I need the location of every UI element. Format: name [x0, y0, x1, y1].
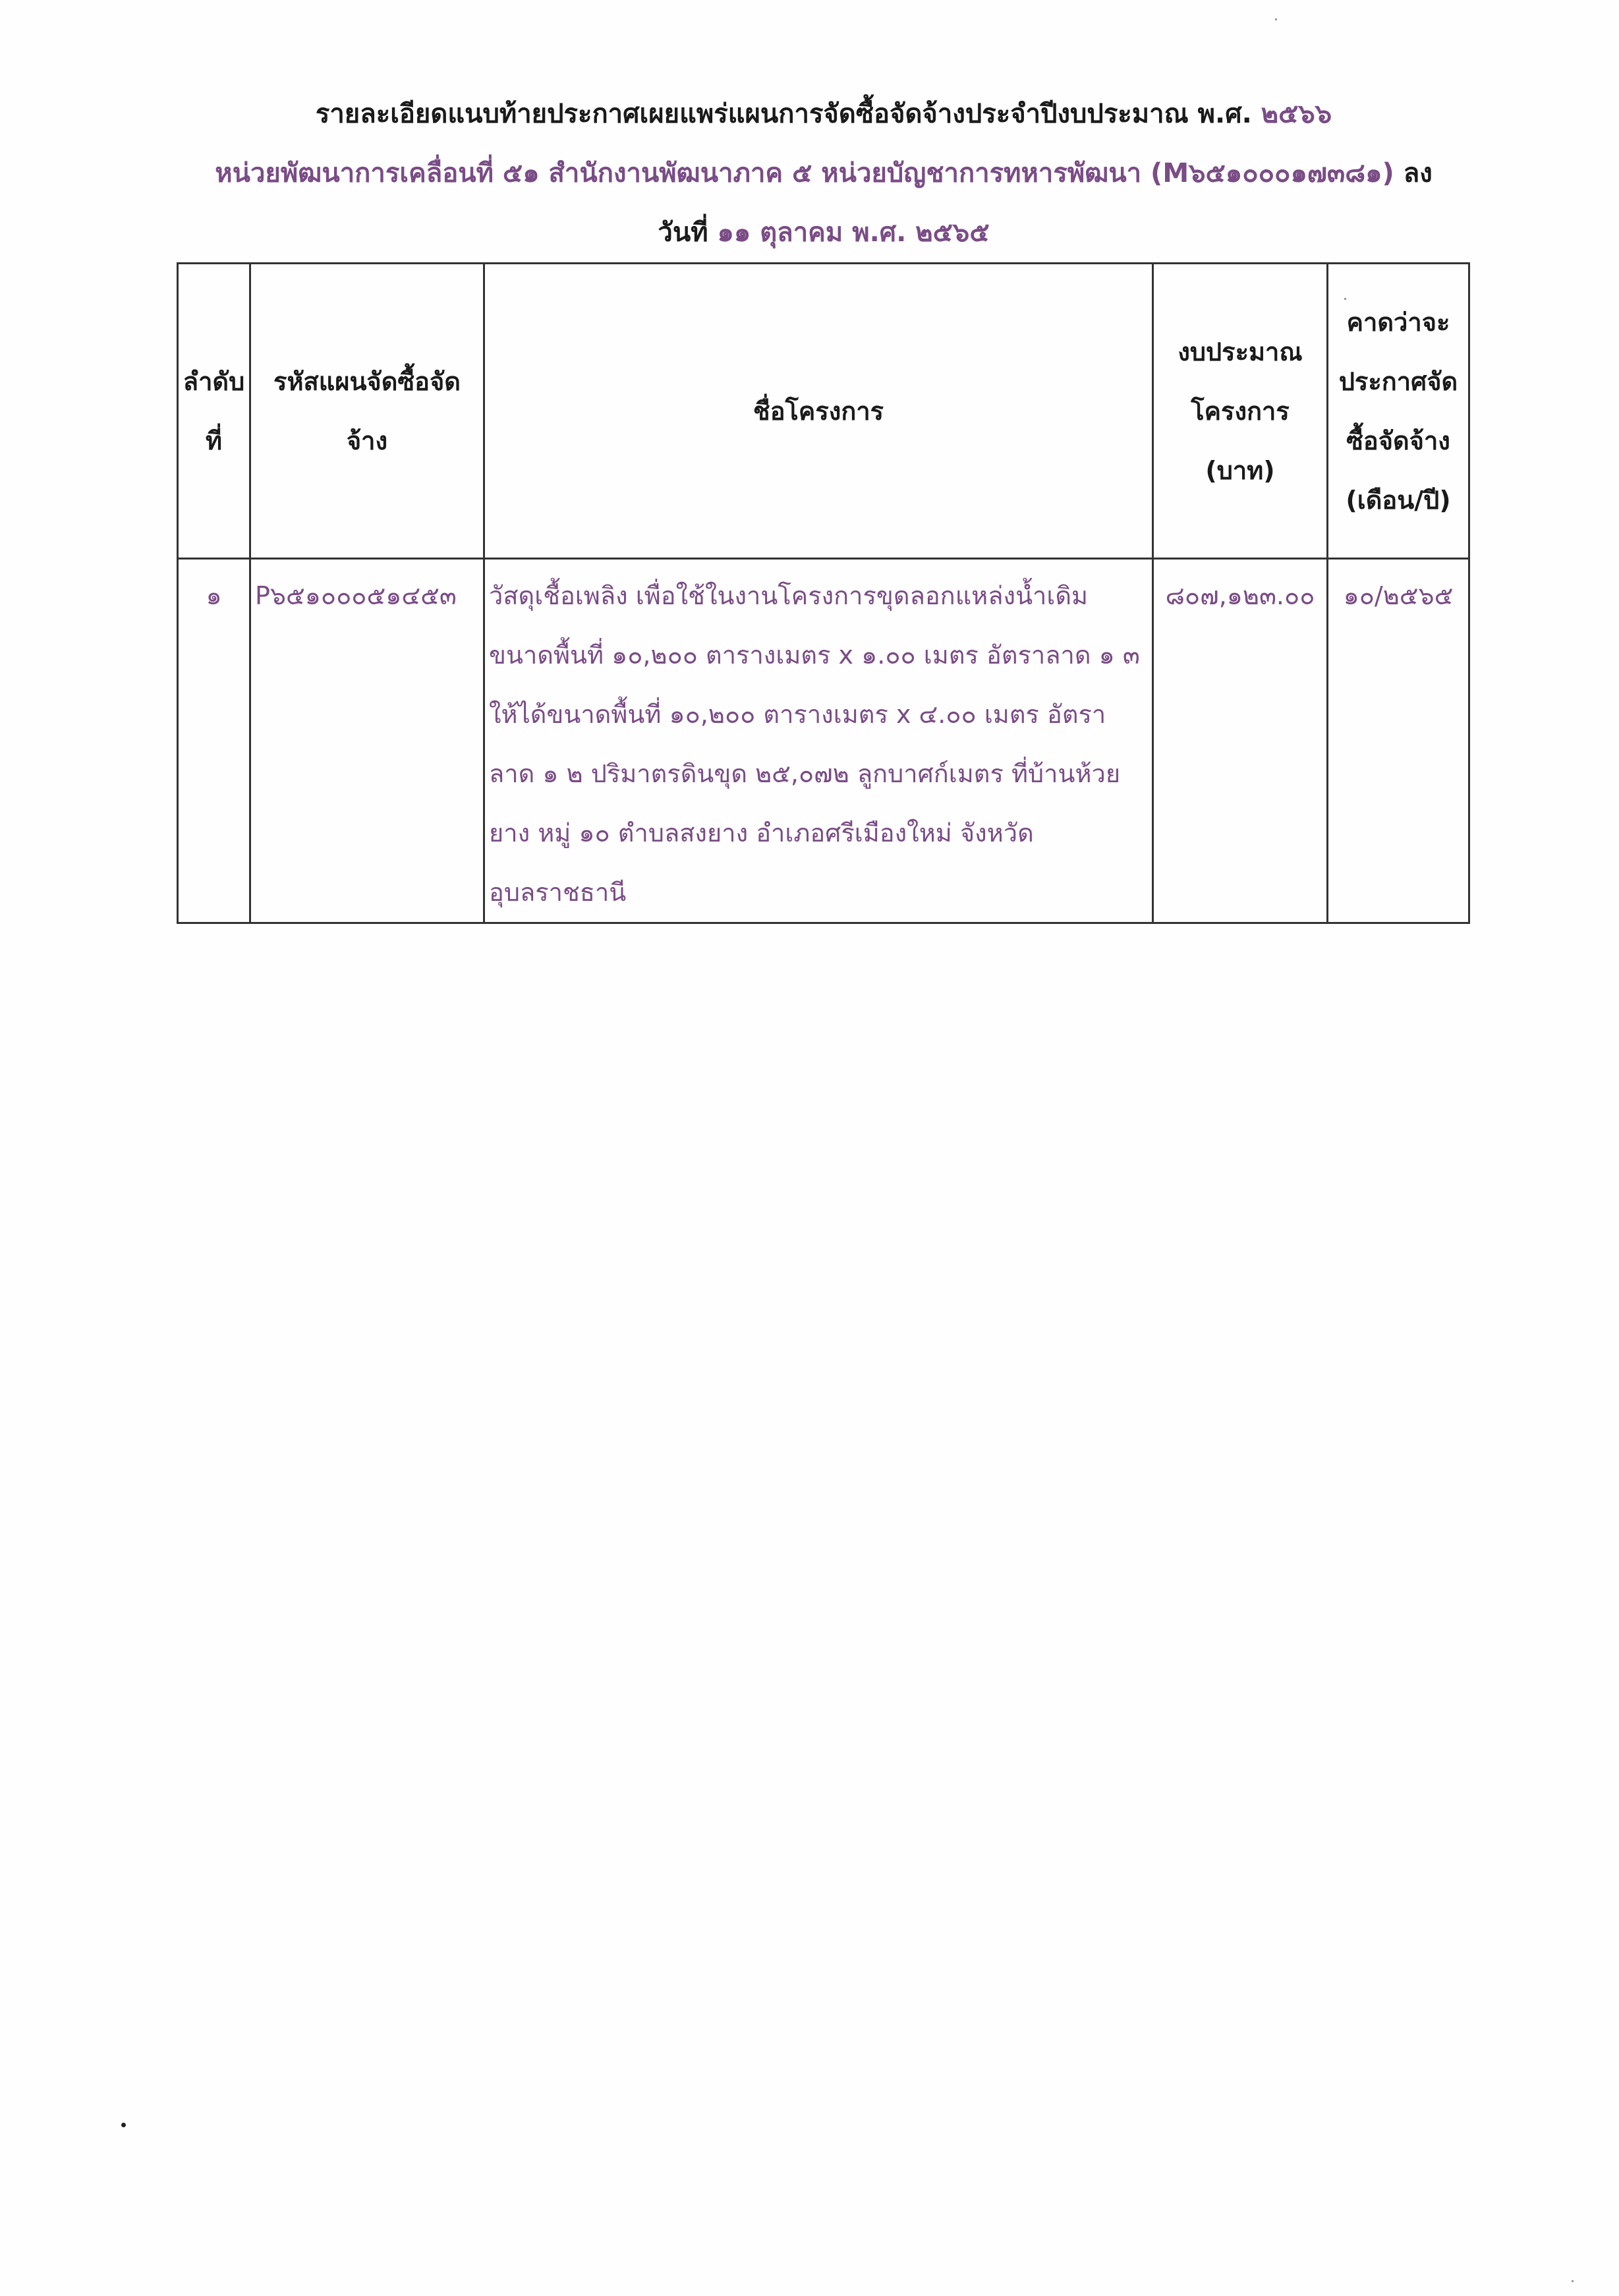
table-row	[178, 559, 1469, 923]
announcement-title	[158, 92, 1489, 134]
procurement-plan-table	[177, 262, 1470, 924]
scan-speck	[1572, 2280, 1574, 2282]
header-budget: งบประมาณโครงการ (บาท)	[1153, 264, 1328, 559]
row-project-name: วัสดุเชื้อเพลิง เพื่อใช้ในงานโครงการขุดลอกแหล่งน้ำเดิม ขนาดพื้นที่ ๑๐,๒๐๐ ตารางเมตร x ๑.๐๐ เมตร อัตราลาด ๑ ๓ ให้ได้ขนาดพื้นที่ ๑๐,๒๐๐ ตารางเมตร x ๔.๐๐ เมตร อัตราลาด ๑ ๒ ปริมาตรดินขุด ๒๕,๐๗๒ ลูกบาศก์เมตร ที่บ้านห้วยยาง หมู่ ๑๐ ตำบลสงยาง อำเภอศรีเมืองใหม่ จังหวัดอุบลราชธานี	[484, 559, 1153, 923]
scan-speck	[1344, 298, 1346, 300]
scan-speck	[1275, 18, 1277, 20]
row-budget: ๘๐๗,๑๒๓.๐๐	[1153, 559, 1328, 923]
date-prefix: วันที่	[658, 217, 718, 248]
row-no: ๑	[178, 559, 250, 923]
date-line	[158, 211, 1489, 253]
fiscal-year: ๒๕๖๖	[1261, 99, 1332, 129]
row-expected-month: ๑๐/๒๕๖๕	[1328, 559, 1469, 923]
agency-suffix: ลง	[1394, 158, 1433, 188]
header-project-name: ชื่อโครงการ	[484, 264, 1153, 559]
title-text: รายละเอียดแนบท้ายประกาศเผยแพร่แผนการจัดซื้อจัดจ้างประจำปีงบประมาณ พ.ศ.	[315, 99, 1261, 129]
header-expected-month: คาดว่าจะประกาศจัดซื้อจัดจ้าง (เดือน/ปี)	[1328, 264, 1469, 559]
header-code: รหัสแผนจัดซื้อจัดจ้าง	[250, 264, 484, 559]
header-no: ลำดับที่	[178, 264, 250, 559]
announcement-date: ๑๑ ตุลาคม พ.ศ. ๒๕๖๕	[717, 217, 990, 248]
table-header-row	[178, 264, 1469, 559]
agency-line	[158, 152, 1489, 194]
scan-dot-mark	[121, 2123, 126, 2127]
row-plan-code: P๖๕๑๐๐๐๕๑๔๕๓	[250, 559, 484, 923]
agency-name: หน่วยพัฒนาการเคลื่อนที่ ๕๑ สำนักงานพัฒนาภาค ๕ หน่วยบัญชาการทหารพัฒนา (M๖๕๑๐๐๐๑๗๓๘๑)	[215, 158, 1394, 188]
